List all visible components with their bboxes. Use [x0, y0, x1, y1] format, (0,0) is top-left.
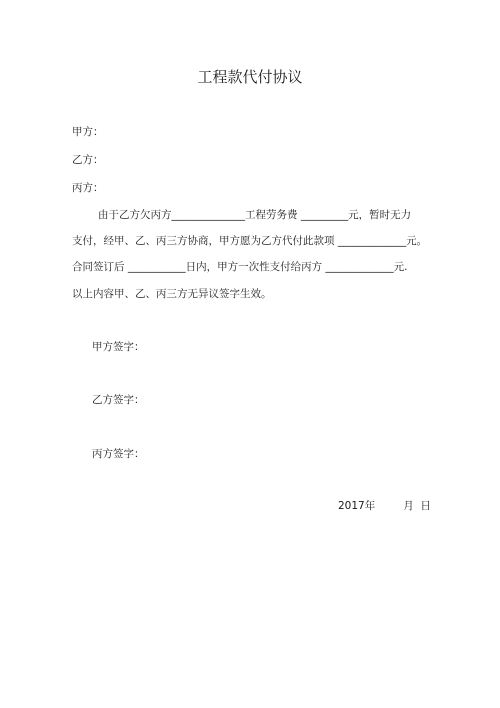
body-line-1: 由于乙方欠丙方______________工程劳务费 _________元，暂时无力 — [98, 209, 412, 221]
body-line-2: 支付，经甲、乙、丙三方协商，甲方愿为乙方代付此款项 _____________元。 — [72, 235, 428, 247]
party-a-label: 甲方： — [72, 126, 104, 138]
document-title: 工程款代付协议 — [197, 68, 303, 86]
date-month: 月 — [403, 500, 414, 512]
party-b-label: 乙方： — [72, 154, 104, 166]
date-day: 日 — [420, 500, 431, 512]
signature-b-label: 乙方签字： — [92, 394, 145, 406]
body-line-3: 合同签订后 ___________日内，甲方一次性支付给丙方 _____________元. — [72, 261, 408, 273]
body-line-4: 以上内容甲、乙、丙三方无异议签字生效。 — [72, 288, 272, 300]
party-c-label: 丙方： — [72, 182, 104, 194]
signature-c-label: 丙方签字： — [92, 448, 145, 460]
signing-date — [338, 498, 431, 513]
date-year: 2017年 — [338, 500, 376, 512]
signature-a-label: 甲方签字： — [92, 341, 145, 353]
